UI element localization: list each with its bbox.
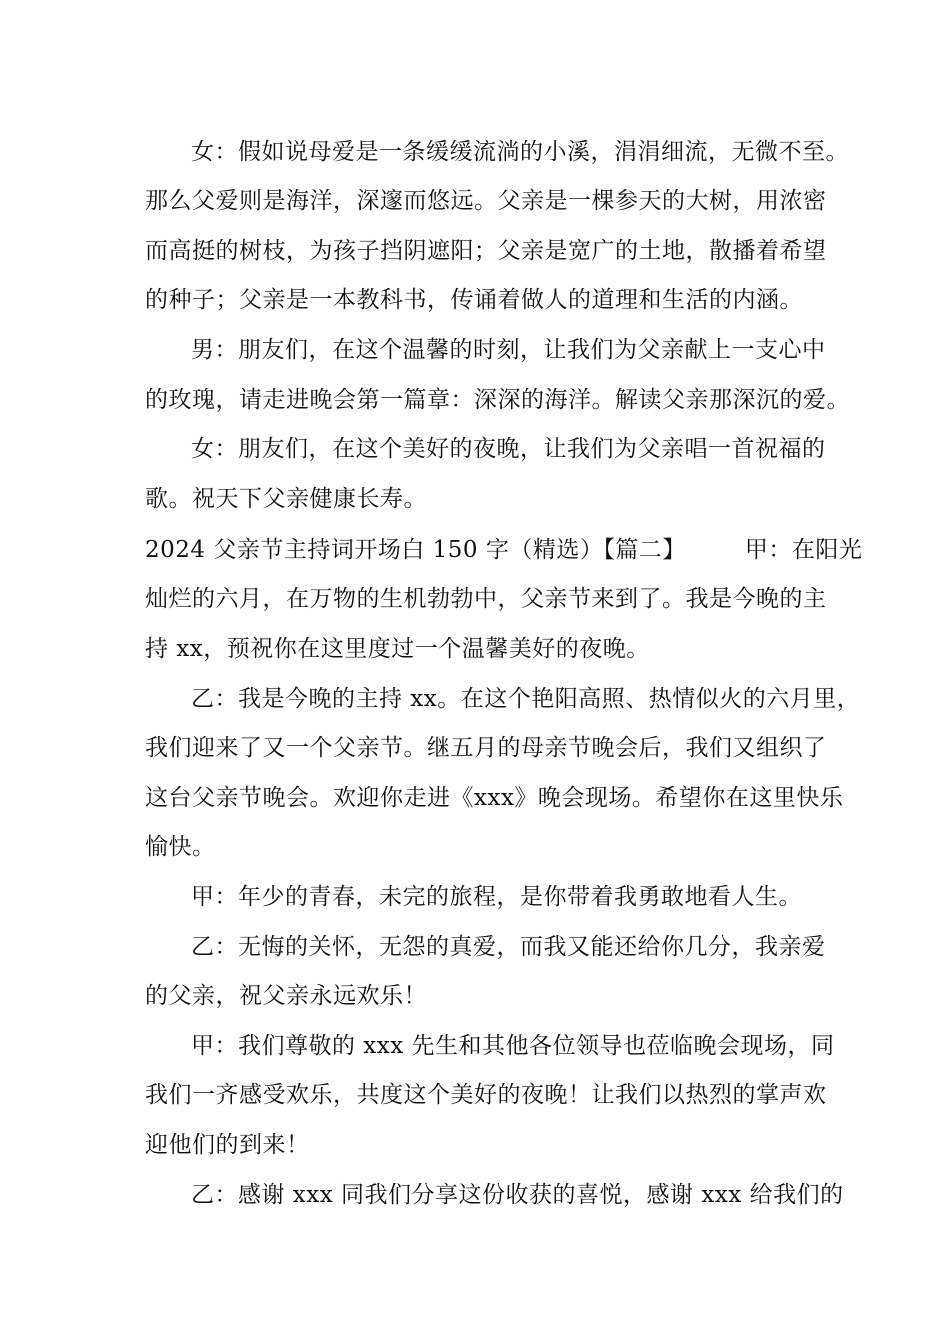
text-line: 甲：我们尊敬的 xxx 先生和其他各位领导也莅临晚会现场，同 [191,1033,835,1059]
text-line: 甲：年少的青春，未完的旅程，是你带着我勇敢地看人生。 [191,884,802,910]
text-line: 女：假如说母爱是一条缓缓流淌的小溪，涓涓细流，无微不至。 [191,139,849,165]
text-line: 愉快。 [145,834,216,860]
text-line: 这台父亲节晚会。欢迎你走进《xxx》晚会现场。希望你在这里快乐 [145,785,844,811]
text-line: 乙：我是今晚的主持 xx。在这个艳阳高照、热情似火的六月里， [191,686,861,712]
text-line: 乙：感谢 xxx 同我们分享这份收获的喜悦，感谢 xxx 给我们的 [191,1182,844,1208]
text-line: 的父亲，祝父亲永远欢乐！ [145,983,427,1009]
text-line: 我们迎来了又一个父亲节。继五月的母亲节晚会后，我们又组织了 [145,735,827,761]
text-line: 灿烂的六月，在万物的生机勃勃中，父亲节来到了。我是今晚的主 [145,586,827,612]
text-line: 我们一齐感受欢乐，共度这个美好的夜晚！让我们以热烈的掌声欢 [145,1082,827,1108]
text-line: 持 xx，预祝你在这里度过一个温馨美好的夜晚。 [145,636,650,662]
text-line: 男：朋友们，在这个温馨的时刻，让我们为父亲献上一支心中 [191,337,826,363]
text-line: 那么父爱则是海洋，深邃而悠远。父亲是一棵参天的大树，用浓密 [145,188,827,214]
text-line: 迎他们的到来！ [145,1132,310,1158]
text-line: 而高挺的树枝，为孩子挡阴遮阳；父亲是宽广的土地，散播着希望 [145,238,827,264]
text-line: 的种子；父亲是一本教科书，传诵着做人的道理和生活的内涵。 [145,287,803,313]
text-line: 的玫瑰，请走进晚会第一篇章：深深的海洋。解读父亲那深沉的爱。 [145,387,850,413]
text-line: 歌。祝天下父亲健康长寿。 [145,486,427,512]
text-line: 女：朋友们，在这个美好的夜晚，让我们为父亲唱一首祝福的 [191,436,826,462]
section-heading-line: 2024 父亲节主持词开场白 150 字（精选）【篇二】 甲：在阳光 [145,537,863,563]
text-line: 乙：无悔的关怀，无怨的真爱，而我又能还给你几分，我亲爱 [191,934,826,960]
